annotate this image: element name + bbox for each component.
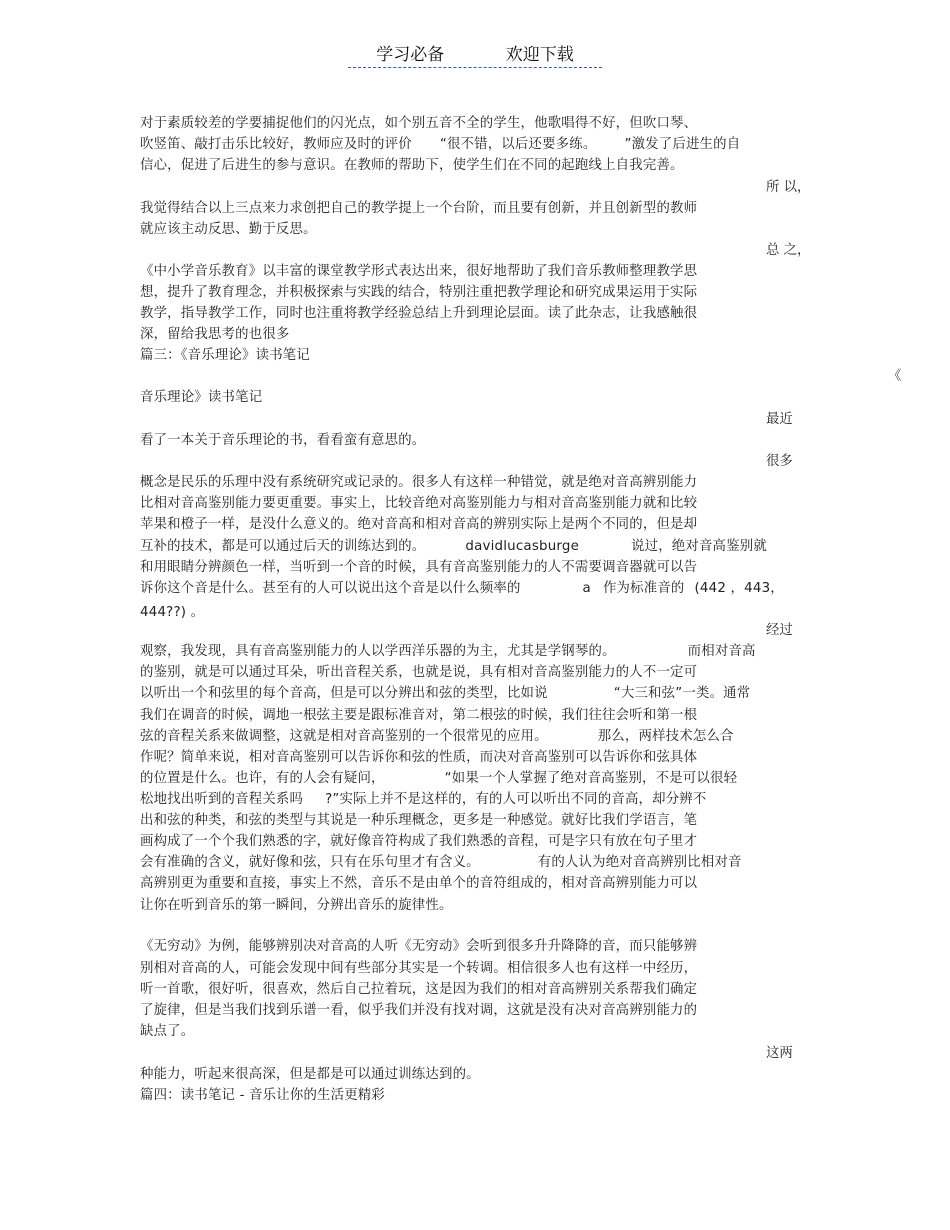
text-line [140, 579, 784, 599]
text-segment: 那么，两样技术怎么合 [597, 729, 734, 744]
text-segment: a [582, 581, 591, 596]
text-segment: 互补的技术，都是可以通过后天的训练达到的。 [140, 539, 426, 554]
text-segment: 以听出一个和弦里的每个音高，但是可以分辨出和弦的类型，比如说 [140, 686, 548, 701]
text-line [140, 537, 767, 557]
text-line: 《中小学音乐教育》以丰富的课堂教学形式表达出来，很好地帮助了我们音乐教师整理教学思 [140, 264, 698, 279]
text-segment: 作为标准音的 [602, 581, 685, 596]
text-segment: ”激发了后进生的自 [624, 137, 741, 152]
page-header [0, 40, 950, 68]
text-line: 听一首歌，很好听，很喜欢，然后自己拉着玩，这是因为我们的相对音高辨别关系帮我们确定 [140, 982, 698, 997]
right-fragment: 所 以， [766, 180, 811, 195]
text-line: 画构成了一个个我们熟悉的字，就好像音符构成了我们熟悉的音程，可是字只有放在句子里才 [140, 834, 698, 849]
text-line [140, 727, 734, 747]
right-fragment: 很多 [766, 454, 793, 469]
text-line: 我觉得结合以上三点来力求创把自己的教学提上一个台阶，而且要有创新，并且创新型的教师 [140, 201, 698, 216]
right-fragment: 经过 [766, 623, 793, 638]
text-line: 别相对音高的人，可能会发现中间有些部分其实是一个转调。相信很多人也有这样一中经历， [140, 961, 698, 976]
text-segment: 松地找出听到的音程关系吗 [140, 792, 304, 807]
text-line: 看了一本关于音乐理论的书，看看蛮有意思的。 [140, 433, 426, 448]
section-title: 篇四：读书笔记 - 音乐让你的生活更精彩 [140, 1088, 385, 1103]
text-line: 音乐理论》读书笔记 [140, 390, 263, 405]
text-line: 高辨别更为重要和直接，事实上不然，音乐不是由单个的音符组成的，相对音高辨别能力可以 [140, 876, 698, 891]
text-line: 我们在调音的时候，调地一根弦主要是跟标准音对，第二根弦的时候，我们往往会听和第一根 [140, 708, 698, 723]
text-line [140, 853, 742, 873]
text-line [140, 790, 706, 810]
text-line: 想，提升了教育理念，并积极探索与实践的结合，特别注重把教学理论和研究成果运用于实际 [140, 285, 698, 300]
text-line: 就应该主动反思、勤于反思。 [140, 222, 317, 237]
text-segment: davidlucasburge [465, 539, 580, 554]
text-segment: 而相对音高 [687, 644, 756, 659]
text-line: 让你在听到音乐的第一瞬间，分辨出音乐的旋律性。 [140, 898, 453, 913]
text-line: 教学，指导教学工作，同时也注重将教学经验总结上升到理论层面。读了此杂志，让我感触很 [140, 306, 698, 321]
text-segment: 吹竖笛、敲打击乐比较好，教师应及时的评价 [140, 137, 412, 152]
text-line: 种能力，听起来很高深，但是都是可以通过训练达到的。 [140, 1067, 480, 1082]
text-line [140, 769, 737, 789]
text-line: 和用眼睛分辨颜色一样，当听到一个音的时候，具有音高鉴别能力的人不需要调音器就可以告 [140, 560, 698, 575]
text-segment: “很不错，以后还要多练。 [439, 137, 597, 152]
text-line: 出和弦的种类，和弦的类型与其说是一种乐理概念，更多是一种感觉。就好比我们学语言，笔 [140, 813, 698, 828]
text-segment: “大三和弦”一类。通常 [613, 686, 751, 701]
text-line: 对于素质较差的学要捕捉他们的闪光点，如个别五音不全的学生，他歌唱得不好，但吹口琴、 [140, 116, 698, 131]
header-band [348, 40, 601, 68]
text-segment: 观察，我发现，具有音高鉴别能力的人以学西洋乐器的为主，尤其是学钢琴的。 [140, 644, 616, 659]
text-segment: 弦的音程关系来做调整，这就是相对音高鉴别的一个很常见的应用。 [140, 729, 548, 744]
text-line [140, 684, 750, 704]
text-line: 深，留给我思考的也很多 [140, 327, 290, 342]
text-line: 比相对音高鉴别能力要更重要。事实上，比较音绝对高鉴别能力与相对音高鉴别能力就和比较 [140, 496, 698, 511]
text-segment: “如果一个人掌握了绝对音高鉴别，不是可以很轻 [444, 771, 738, 786]
text-segment: 说过，绝对音高鉴别就 [631, 539, 767, 554]
text-line: 的鉴别，就是可以通过耳朵，听出音程关系，也就是说，具有相对音高鉴别能力的人不一定可 [140, 665, 698, 680]
text-line: 《无穷动》为例，能够辨别决对音高的人听《无穷动》会听到很多升升降降的音，而只能够辨 [140, 939, 698, 954]
text-line: 苹果和橙子一样，是没什么意义的。绝对音高和相对音高的辨别实际上是两个不同的，但是却 [140, 517, 698, 532]
header-right-text: 欢迎下载 [505, 45, 574, 65]
text-line [140, 135, 740, 155]
right-fragment: 最近 [766, 412, 793, 427]
text-segment: 的位置是什么。也许，有的人会有疑问， [140, 771, 385, 786]
section-title: 篇三：《音乐理论》读书笔记 [140, 348, 310, 363]
text-line: 作呢？简单来说，相对音高鉴别可以告诉你和弦的性质，而决对音高鉴别可以告诉你和弦具体 [140, 750, 698, 765]
text-line: 信心，促进了后进生的参与意识。在教师的帮助下，使学生们在不同的起跑线上自我完善。 [140, 158, 684, 173]
text-line: 缺点了。 [140, 1024, 195, 1039]
text-segment: (442 ，443， [694, 581, 784, 596]
right-fragment: 这两 [766, 1046, 793, 1061]
text-line: 概念是民乐的乐理中没有系统研究或记录的。很多人有这样一种错觉，就是绝对音高辨别能力 [140, 475, 698, 490]
right-fragment: 总 之， [766, 243, 811, 258]
text-segment: 诉你这个音是什么。甚至有的人可以说出这个音是以什么频率的 [140, 581, 521, 596]
text-segment: ?”实际上并不是这样的，有的人可以听出不同的音高，却分辨不 [325, 792, 707, 807]
text-line: 了旋律，但是当我们找到乐谱一看，似乎我们并没有找对调，这就是没有决对音高辨别能力的 [140, 1003, 698, 1018]
text-line [140, 642, 756, 662]
header-left-text: 学习必备 [376, 45, 445, 65]
text-line: 444??) 。 [140, 605, 205, 620]
right-fragment: 《 [888, 369, 902, 384]
text-segment: 有的人认为绝对音高辨别比相对音 [537, 855, 742, 870]
text-segment: 会有准确的含义，就好像和弦，只有在乐句里才有含义。 [140, 855, 480, 870]
